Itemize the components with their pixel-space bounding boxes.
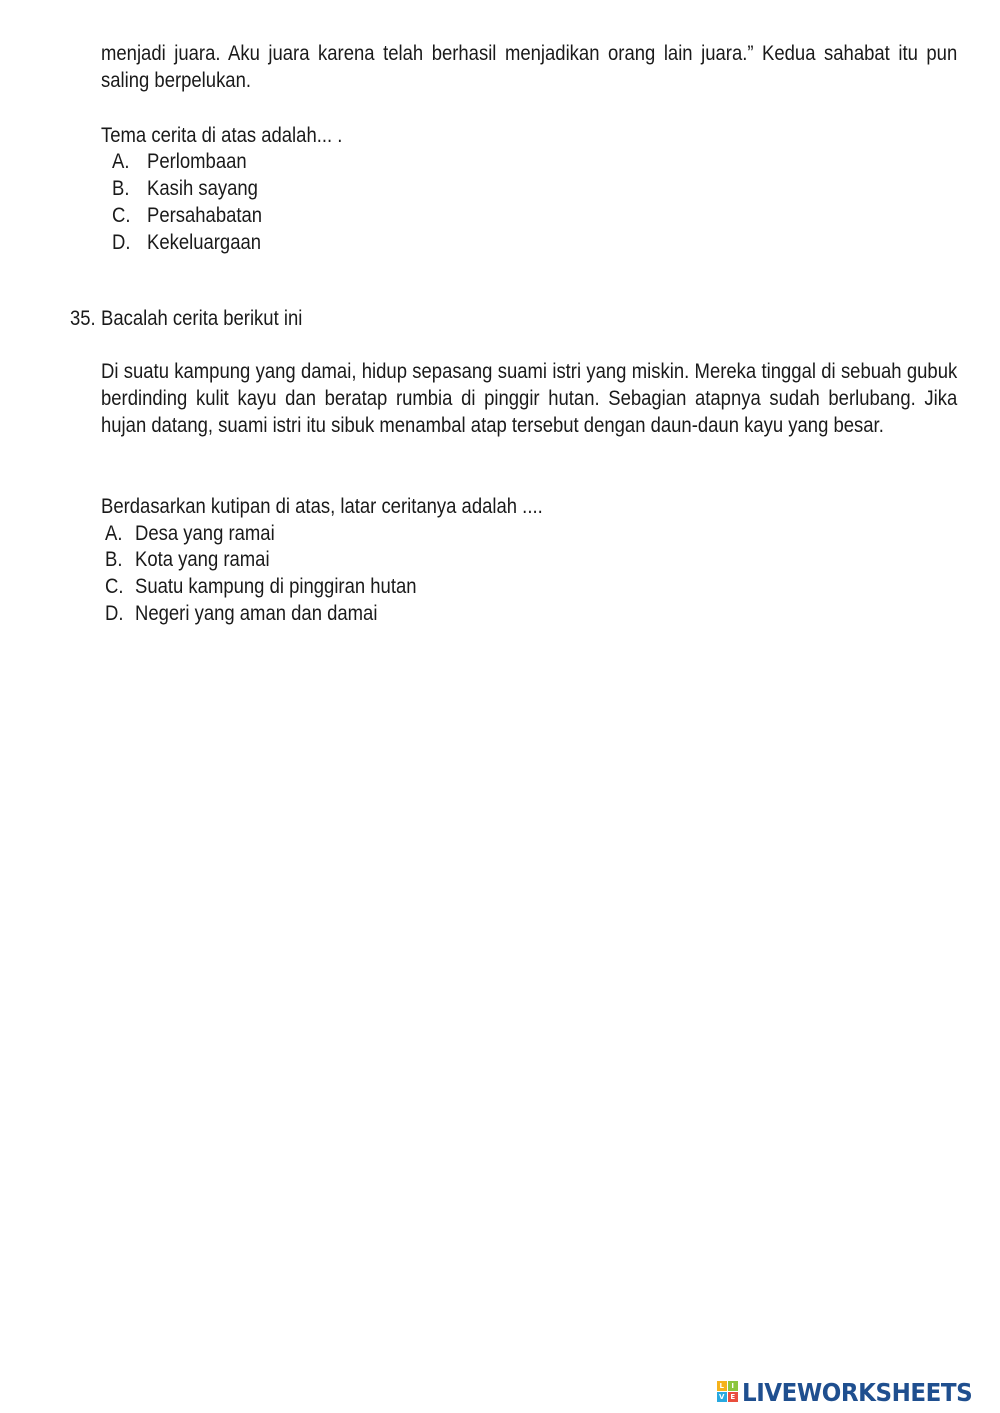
logo-mark-v: V — [717, 1392, 727, 1402]
q35-story: Di suatu kampung yang damai, hidup sepasang suami istri yang miskin. Mereka tinggal di sebuah gubuk berdinding kulit kayu dan beratap rumbia di pinggir hutan. Sebagian atapnya sudah berlubang. Jika hujan datang, suami istri itu sibuk menambal atap tersebut dengan daun-daun kayu yang besar. — [101, 360, 958, 437]
q34-option-d-text[interactable]: Kekeluargaan — [147, 231, 262, 254]
liveworksheets-logo-icon — [717, 1381, 739, 1403]
q35-option-d-letter[interactable]: D. — [105, 602, 124, 625]
liveworksheets-logo-text: LIVEWORKSHEETS — [741, 1377, 972, 1407]
q34-option-a-text[interactable]: Perlombaan — [147, 150, 247, 173]
q35-question: Berdasarkan kutipan di atas, latar ceritanya adalah .... — [101, 495, 543, 518]
logo-mark-l: L — [717, 1381, 727, 1391]
q35-option-b-text[interactable]: Kota yang ramai — [135, 548, 270, 571]
q34-option-c-text[interactable]: Persahabatan — [147, 204, 263, 227]
liveworksheets-logo[interactable] — [717, 1377, 992, 1407]
q35-option-c-text[interactable]: Suatu kampung di pinggiran hutan — [135, 575, 417, 598]
q34-option-c-letter[interactable]: C. — [112, 204, 131, 227]
q34-option-b-letter[interactable]: B. — [112, 177, 130, 200]
logo-mark-e: E — [728, 1392, 738, 1402]
q35-option-a-letter[interactable]: A. — [105, 522, 123, 545]
q35-number: 35. — [70, 307, 96, 330]
q35-instruction: Bacalah cerita berikut ini — [101, 307, 303, 330]
q34-option-b-text[interactable]: Kasih sayang — [147, 177, 258, 200]
q35-option-b-letter[interactable]: B. — [105, 548, 123, 571]
logo-mark-i: I — [728, 1381, 738, 1391]
q35-option-c-letter[interactable]: C. — [105, 575, 124, 598]
q34-option-a-letter[interactable]: A. — [112, 150, 130, 173]
q34-option-d-letter[interactable]: D. — [112, 231, 131, 254]
q34-question: Tema cerita di atas adalah... . — [101, 124, 343, 147]
q34-story-end: menjadi juara. Aku juara karena telah berhasil menjadikan orang lain juara.” Kedua sahabat itu pun saling berpelukan. — [101, 42, 958, 92]
q35-option-d-text[interactable]: Negeri yang aman dan damai — [135, 602, 378, 625]
q35-option-a-text[interactable]: Desa yang ramai — [135, 522, 275, 545]
